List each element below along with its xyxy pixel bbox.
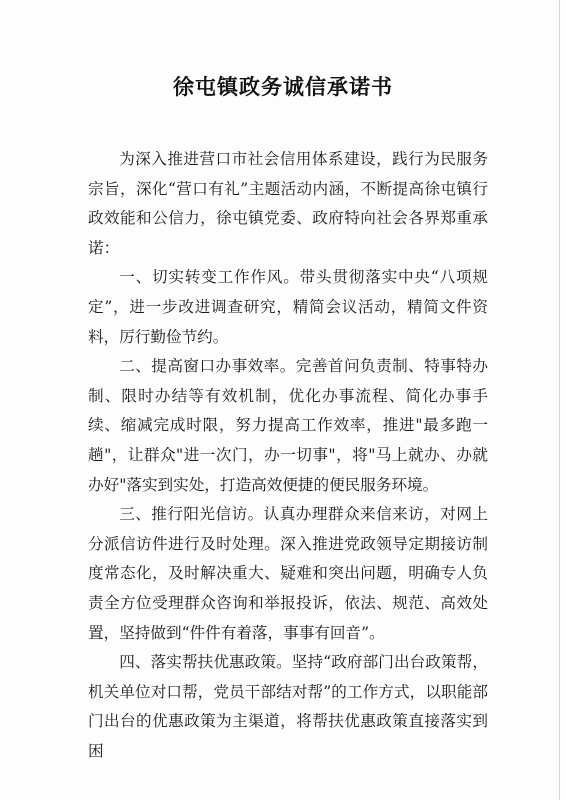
paragraph-window-efficiency: 二、提高窗口办事效率。完善首问负责制、特事特办制、限时办结等有效机制，优化办事流程、简化办事手续、缩减完成时限，努力提高工作效率，推进"最多跑一趟"，让群众"进一次门，办一切事"，将"马上就办、办就办好"落实到实处，打造高效便捷的便民服务环境。 [88,357,488,494]
document-title: 徐屯镇政务诚信承诺书 [173,74,393,99]
page-edge-line [559,0,560,800]
paragraph-sunshine-petition: 三、推行阳光信访。认真办理群众来信来访，对网上分派信访件进行及时处理。深入推进党政领导定期接访制度常态化，及时解决重大、疑难和突出问题，明确专人负责全方位受理群众咨询和举报投诉，依法、规范、高效处置，坚持做到“件件有着落，事事有回音”。 [88,505,488,642]
paragraph-support-policy: 四、落实帮扶优惠政策。坚持“政府部门出台政策帮，机关单位对口帮，党员干部结对帮”的工作方式，以职能部门出台的优惠政策为主渠道，将帮扶优惠政策直接落实到困 [88,653,488,760]
document-body [88,145,488,766]
paragraph-intro: 为深入推进营口市社会信用体系建设，践行为民服务宗旨，深化“营口有礼”主题活动内涵，不断提高徐屯镇行政效能和公信力，徐屯镇党委、政府特向社会各界郑重承诺： [88,150,488,257]
paragraph-work-style: 一、切实转变工作作风。带头贯彻落实中央“八项规定”，进一步改进调查研究，精简会议活动，精简文件资料，厉行勤俭节约。 [88,268,488,346]
